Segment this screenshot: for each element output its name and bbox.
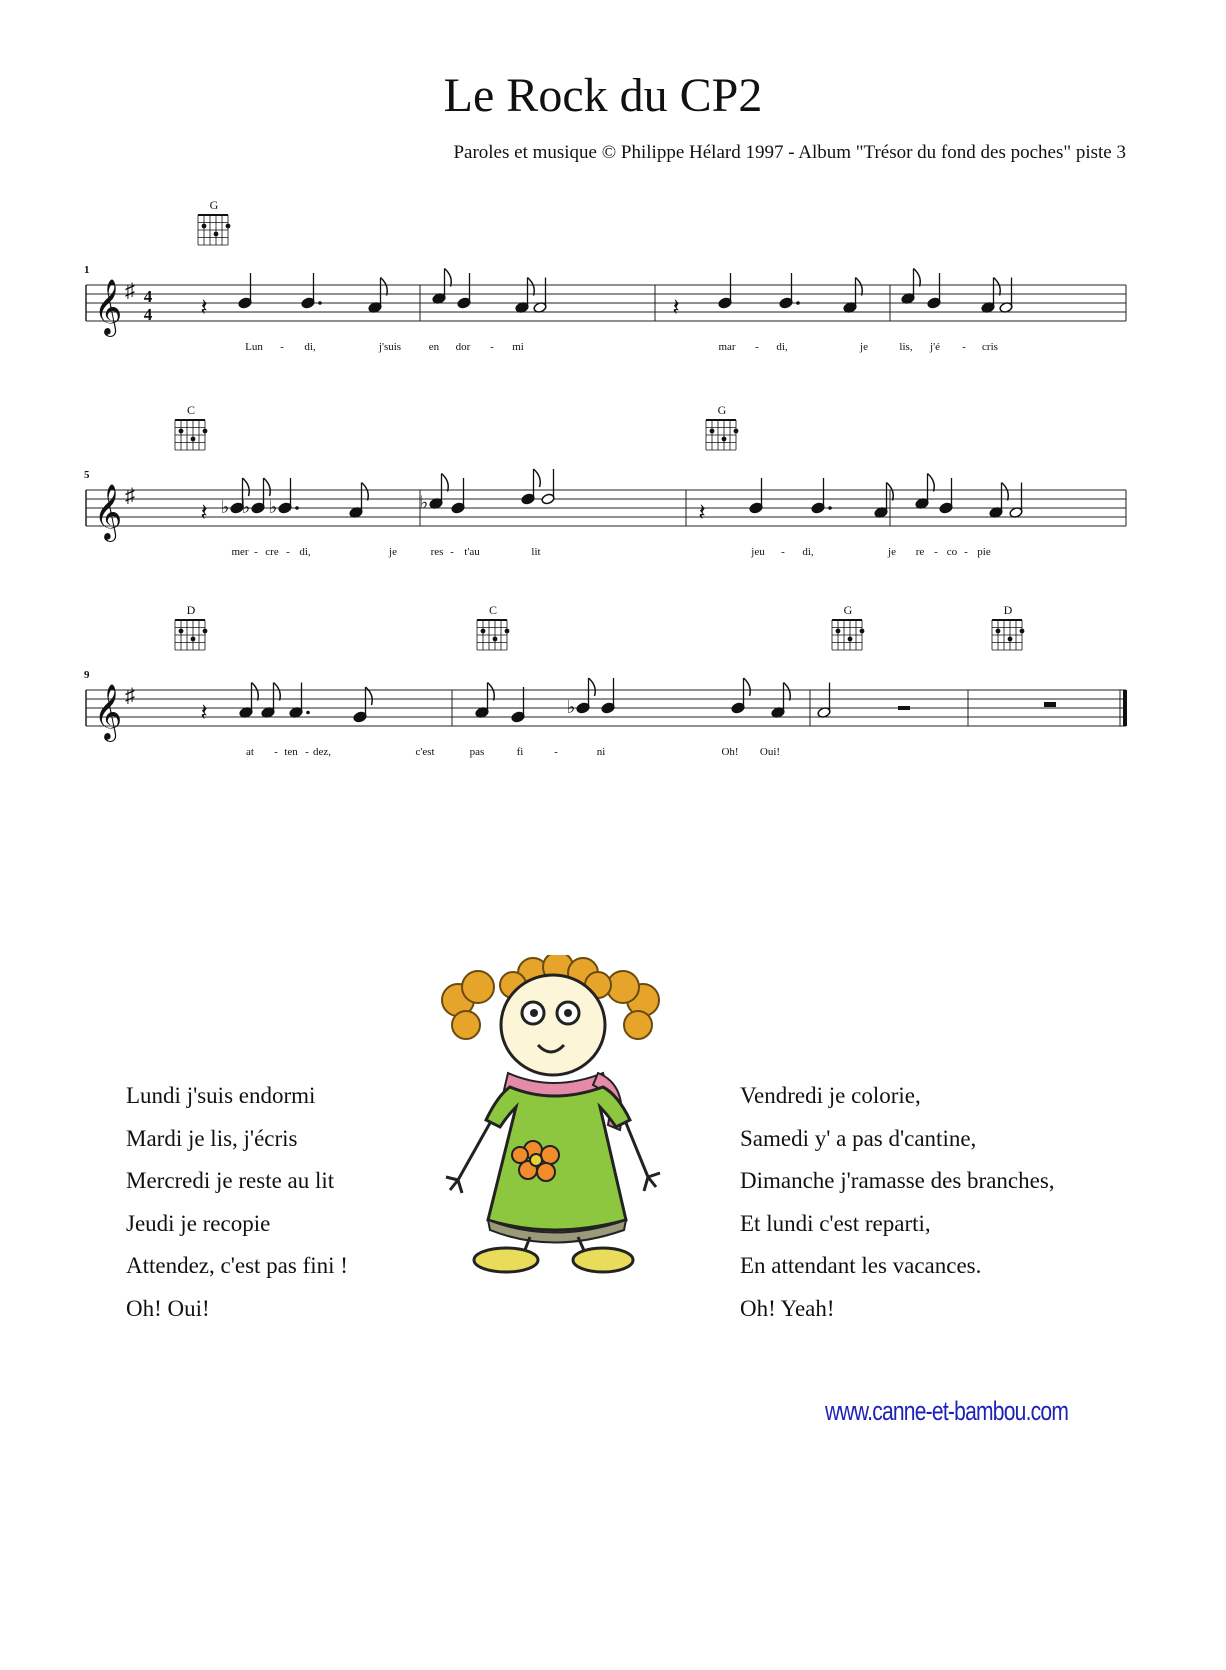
- note-flag: [534, 469, 541, 487]
- lyric-syllable: -: [962, 341, 966, 353]
- lyric-line: Oh! Yeah!: [740, 1295, 835, 1321]
- lyric-syllable: co: [946, 546, 958, 558]
- lyric-syllable: en: [428, 341, 440, 353]
- lyric-line: Jeudi je recopie: [126, 1210, 271, 1236]
- chord-dot: [203, 429, 208, 434]
- lyric-line: Et lundi c'est reparti,: [740, 1210, 931, 1236]
- lyric-syllable: Oh!: [721, 746, 739, 758]
- lyric-syllable: res: [430, 546, 444, 558]
- lyric-line: Vendredi je colorie,: [740, 1083, 921, 1108]
- chord-name: C: [186, 403, 196, 417]
- lyric-line: Samedi y' a pas d'cantine,: [740, 1125, 977, 1151]
- lyric-syllable: -: [934, 546, 938, 558]
- note-flag: [252, 683, 259, 701]
- measure-number: 1: [84, 264, 90, 276]
- quarter-rest: 𝄽: [200, 700, 208, 726]
- flat-sign: ♭: [419, 492, 429, 513]
- note-flag: [243, 478, 250, 496]
- note-flag: [994, 278, 1001, 296]
- flat-sign: ♭: [241, 497, 251, 517]
- chord-dot: [860, 629, 865, 634]
- chord-dot: [179, 429, 184, 434]
- lyric-syllable: -: [450, 546, 454, 558]
- note-flag: [381, 278, 388, 296]
- note-dot: [828, 506, 832, 510]
- note-flag: [362, 483, 369, 501]
- chord-dot: [226, 224, 231, 229]
- chord-name: C: [488, 603, 498, 617]
- chord-diagram: [477, 620, 509, 650]
- note-dot: [306, 711, 310, 715]
- note-dot: [295, 506, 299, 510]
- lyric-syllable: c'est: [415, 746, 435, 758]
- key-sharp: ♯: [125, 280, 135, 302]
- lyric-syllable: je: [860, 341, 868, 353]
- girl-illustration: [438, 955, 678, 1275]
- chord-diagram: [198, 215, 230, 245]
- note-flag: [528, 278, 535, 296]
- lyric-syllable: cre: [265, 546, 279, 558]
- lyric-syllable: -: [286, 546, 290, 558]
- chord-dot: [202, 224, 207, 229]
- lyric-line: En attendant les vacances.: [740, 1253, 982, 1278]
- flat-sign: ♭: [566, 697, 576, 717]
- lyric-syllable: je: [389, 546, 397, 558]
- quarter-rest: 𝄽: [200, 295, 208, 321]
- chord-diagram: [832, 620, 864, 650]
- note-flag: [442, 474, 449, 492]
- chord-dot: [722, 437, 727, 442]
- lyric-syllable: re: [915, 546, 925, 558]
- chord-name: G: [717, 403, 727, 417]
- chord-dot: [1008, 637, 1013, 642]
- treble-clef: 𝄞: [93, 486, 123, 539]
- note-flag: [914, 269, 921, 287]
- lyric-line: Mardi je lis, j'écris: [126, 1125, 298, 1151]
- whole-rest: [1044, 702, 1056, 707]
- chord-diagram: [992, 620, 1024, 650]
- lyric-syllable: jeu: [751, 546, 765, 558]
- lyric-syllable: -: [305, 746, 309, 758]
- chord-dot: [214, 232, 219, 237]
- lyric-syllable: lis,: [899, 341, 913, 353]
- chord-dot: [505, 629, 510, 634]
- lyrics-right-column: [740, 1075, 1055, 1330]
- lyric-syllable: -: [280, 341, 284, 353]
- chord-dot: [734, 429, 739, 434]
- lyric-syllable: di,: [304, 341, 316, 353]
- lyric-syllable: pas: [469, 746, 485, 758]
- chord-dot: [203, 629, 208, 634]
- chord-dot: [191, 437, 196, 442]
- note-dot: [318, 301, 322, 305]
- chord-dot: [1020, 629, 1025, 634]
- lyric-syllable: je: [888, 546, 896, 558]
- chord-diagram: [175, 620, 207, 650]
- lyric-syllable: ni: [596, 746, 606, 758]
- measure-number: 9: [84, 669, 90, 681]
- lyric-syllable: di,: [802, 546, 814, 558]
- lyric-syllable: Oui!: [759, 746, 781, 758]
- quarter-rest: 𝄽: [672, 295, 680, 321]
- note-flag: [445, 269, 452, 287]
- chord-dot: [848, 637, 853, 642]
- time-signature-bottom: 4: [143, 305, 153, 324]
- key-sharp: ♯: [125, 485, 135, 507]
- note-flag: [264, 478, 271, 496]
- lyric-syllable: -: [964, 546, 968, 558]
- chord-dot: [836, 629, 841, 634]
- song-title: Le Rock du CP2: [443, 69, 763, 122]
- half-rest: [898, 706, 910, 710]
- chord-dot: [493, 637, 498, 642]
- lyric-line: Attendez, c'est pas fini !: [126, 1253, 348, 1278]
- chord-name: G: [209, 198, 219, 212]
- lyric-line: Oh! Oui!: [126, 1295, 210, 1321]
- lyric-syllable: mar: [718, 341, 736, 353]
- lyric-syllable: dez,: [312, 746, 332, 758]
- lyric-syllable: ten: [284, 746, 298, 758]
- lyric-syllable: at: [246, 746, 254, 758]
- lyric-line: Lundi j'suis endormi: [126, 1083, 316, 1108]
- lyric-syllable: pie: [977, 546, 991, 558]
- note-flag: [488, 683, 495, 701]
- website-link[interactable]: www.canne-et-bambou.com: [825, 1396, 1069, 1426]
- chord-dot: [710, 429, 715, 434]
- lyric-syllable: j'suis: [378, 341, 402, 353]
- note-flag: [784, 683, 791, 701]
- flat-sign: ♭: [268, 497, 278, 517]
- lyric-syllable: -: [554, 746, 558, 758]
- lyric-line: Mercredi je reste au lit: [126, 1168, 335, 1193]
- chord-dot: [191, 637, 196, 642]
- lyric-syllable: di,: [776, 341, 788, 353]
- note-flag: [928, 474, 935, 492]
- note-flag: [856, 278, 863, 296]
- treble-clef: 𝄞: [93, 686, 123, 739]
- lyric-syllable: cris: [982, 341, 998, 353]
- chord-diagram: [175, 420, 207, 450]
- lyric-syllable: mer: [231, 546, 249, 558]
- lyric-syllable: mi: [512, 341, 524, 353]
- note-dot: [796, 301, 800, 305]
- quarter-rest: 𝄽: [698, 500, 706, 526]
- chord-dot: [481, 629, 486, 634]
- chord-dot: [996, 629, 1001, 634]
- measure-number: 5: [84, 469, 90, 481]
- chord-diagram: [706, 420, 738, 450]
- lyric-line: Dimanche j'ramasse des branches,: [740, 1168, 1055, 1193]
- key-sharp: ♯: [125, 685, 135, 707]
- lyric-syllable: di,: [299, 546, 311, 558]
- note-flag: [589, 678, 596, 696]
- time-signature-top: 4: [143, 287, 153, 306]
- chord-name: G: [843, 603, 853, 617]
- lyric-syllable: t'au: [464, 546, 480, 558]
- note-flag: [1002, 483, 1009, 501]
- sheet-music: [0, 0, 1226, 800]
- quarter-rest: 𝄽: [200, 500, 208, 526]
- lyric-syllable: fi: [516, 746, 524, 758]
- note-flag: [744, 678, 751, 696]
- lyrics-left-column: [126, 1075, 348, 1330]
- lyric-syllable: -: [274, 746, 278, 758]
- credits-line: Paroles et musique © Philippe Hélard 1997 - Album "Trésor du fond des poches" piste 3: [453, 142, 1126, 163]
- note-flag: [274, 683, 281, 701]
- flat-sign: ♭: [220, 497, 230, 517]
- chord-dot: [179, 629, 184, 634]
- lyric-syllable: -: [254, 546, 258, 558]
- treble-clef: 𝄞: [93, 281, 123, 334]
- final-barline: [1123, 690, 1127, 726]
- chord-name: D: [1003, 603, 1013, 617]
- chord-name: D: [186, 603, 196, 617]
- lyric-syllable: -: [755, 341, 759, 353]
- lyric-syllable: -: [490, 341, 494, 353]
- lyric-syllable: -: [781, 546, 785, 558]
- lyric-syllable: Lun: [245, 341, 263, 353]
- lyric-syllable: lit: [531, 546, 541, 558]
- lyric-syllable: dor: [455, 341, 471, 353]
- lyric-syllable: j'é: [930, 341, 940, 353]
